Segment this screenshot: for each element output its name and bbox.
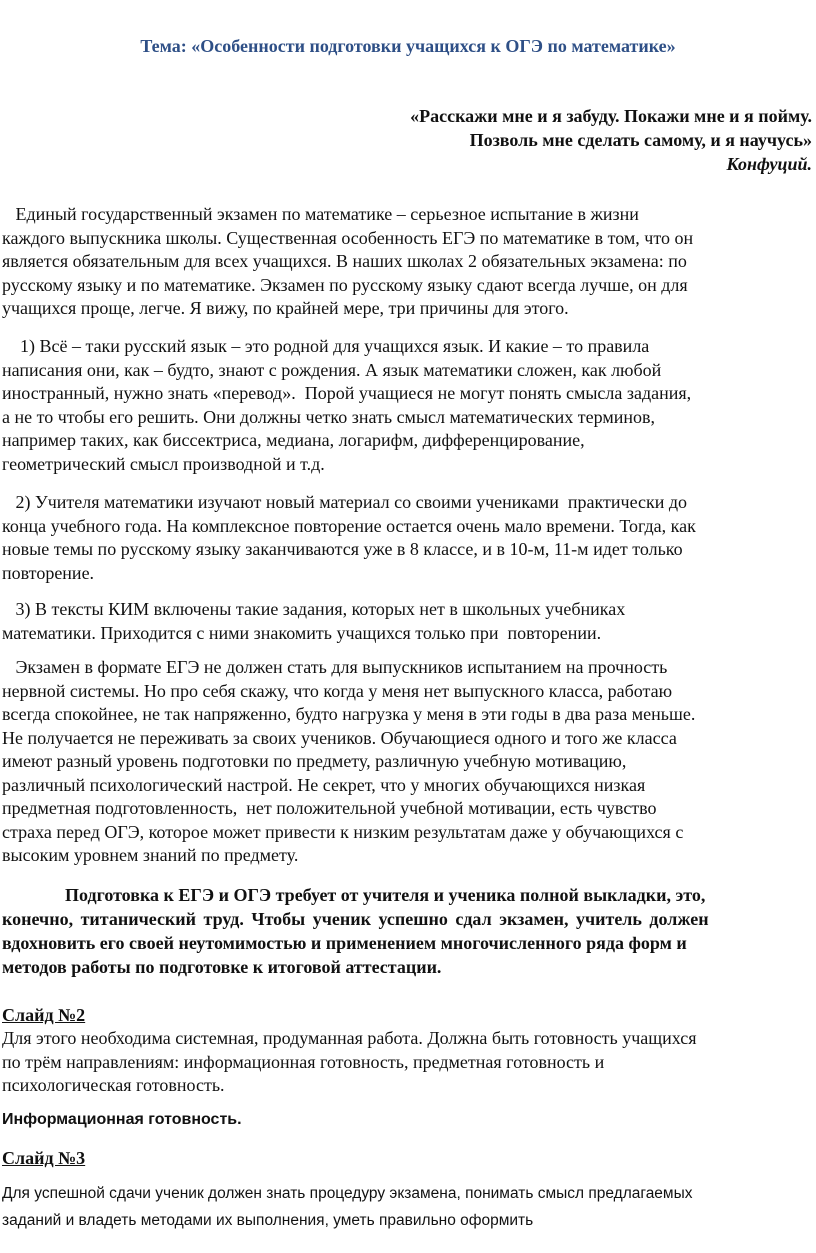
text-line: Подготовка к ЕГЭ и ОГЭ требует от учителя и ученика полной выкладки, это,	[2, 885, 706, 905]
slide-3-heading: Слайд №3	[2, 1148, 86, 1168]
text-line: Для этого необходима системная, продуманная работа. Должна быть готовность учащихся	[2, 1028, 697, 1048]
text-line: Единый государственный экзамен по математике – серьезное испытание в жизни	[2, 204, 639, 224]
text-line: по трём направлениям: информационная готовность, предметная готовность и	[2, 1051, 605, 1072]
text-line: конечно, титанический труд. Чтобы ученик успешно сдал экзамен, учитель должен	[2, 909, 709, 929]
page-title: Тема: «Особенности подготовки учащихся к ОГЭ по математике»	[140, 36, 676, 56]
epigraph-line: Позволь мне сделать самому, и я научусь»	[469, 130, 812, 150]
epigraph-line: «Расскажи мне и я забуду. Покажи мне и я пойму.	[410, 106, 812, 126]
text-line: геометрический смысл производной и т.д.	[2, 453, 325, 474]
text-line: а не то чтобы его решить. Они должны четко знать смысл математических терминов,	[2, 406, 656, 427]
text-line: является обязательным для всех учащихся. В наших школах 2 обязательных экзамена: по	[2, 251, 687, 271]
text-line: написания они, как – будто, знают с рождения. А язык математики сложен, как любой	[2, 359, 662, 380]
paragraph-reason-2	[2, 491, 814, 585]
text-line: повторение.	[2, 562, 95, 583]
paragraph-exam-stress	[2, 656, 814, 868]
text-line: психологическая готовность.	[2, 1075, 225, 1095]
text-line: предметная подготовленность, нет положительной учебной мотивации, есть чувство	[2, 798, 657, 818]
paragraph-reason-3	[2, 598, 814, 645]
text-line: вдохновить его своей неутомимостью и применением многочисленного ряда форм и	[2, 933, 687, 953]
text-line: методов работы по подготовке к итоговой аттестации.	[2, 957, 442, 977]
text-line: нервной системы. Но про себя скажу, что когда у меня нет выпускного класса, работаю	[2, 680, 673, 701]
text-line: 2) Учителя математики изучают новый материал со своими учениками практически до	[2, 492, 688, 512]
text-line: 1) Всё – таки русский язык – это родной для учащихся язык. И какие – то правила	[2, 336, 650, 356]
text-line: 3) В тексты КИМ включены такие задания, которых нет в школьных учебниках	[2, 599, 626, 619]
text-line: конца учебного года. На комплексное повторение остается очень мало времени. Тогда, как	[2, 515, 696, 536]
paragraph-intro	[2, 203, 814, 321]
paragraph-successful-exam	[2, 1180, 814, 1234]
text-line: Не получается не переживать за своих учеников. Обучающиеся одного и того же класса	[2, 727, 677, 748]
text-line: например таких, как биссектриса, медиана, логарифм, дифференцирование,	[2, 430, 585, 450]
text-line: новые темы по русскому языку заканчиваются уже в 8 классе, и в 10-м, 11-м идет только	[2, 539, 683, 559]
info-readiness-heading: Информационная готовность.	[2, 1111, 242, 1128]
text-line: заданий и владеть методами их выполнения, уметь правильно оформить	[2, 1212, 534, 1229]
text-line: всегда спокойнее, не так напряженно, будто нагрузка у меня в эти годы в два раза меньше.	[2, 704, 696, 724]
text-line: учащихся проще, легче. Я вижу, по крайней мере, три причины для этого.	[2, 298, 569, 318]
text-line: имеют разный уровень подготовки по предмету, различную учебную мотивацию,	[2, 751, 627, 771]
text-line: высоким уровнем знаний по предмету.	[2, 845, 299, 865]
text-line: математики. Приходится с ними знакомить учащихся только при повторении.	[2, 622, 602, 643]
slide-2-heading: Слайд №2	[2, 1005, 86, 1025]
paragraph-readiness	[2, 1027, 814, 1098]
paragraph-reason-1	[2, 335, 814, 476]
paragraph-preparation-bold	[2, 883, 814, 979]
text-line: страха перед ОГЭ, которое может привести к низким результатам даже у обучающихся с	[2, 821, 684, 842]
text-line: каждого выпускника школы. Существенная особенность ЕГЭ по математике в том, что он	[2, 227, 694, 248]
text-line: иностранный, нужно знать «перевод». Порой учащиеся не могут понять смысла задания,	[2, 383, 692, 403]
text-line: Экзамен в формате ЕГЭ не должен стать для выпускников испытанием на прочность	[2, 657, 668, 677]
epigraph-author: Конфуций.	[726, 154, 812, 174]
epigraph	[410, 104, 812, 176]
text-line: различный психологический настрой. Не секрет, что у многих обучающихся низкая	[2, 774, 646, 795]
text-line: Для успешной сдачи ученик должен знать процедуру экзамена, понимать смысл предлагаемых	[2, 1185, 693, 1202]
text-line: русскому языку и по математике. Экзамен по русскому языку сдают всегда лучше, он для	[2, 274, 688, 295]
